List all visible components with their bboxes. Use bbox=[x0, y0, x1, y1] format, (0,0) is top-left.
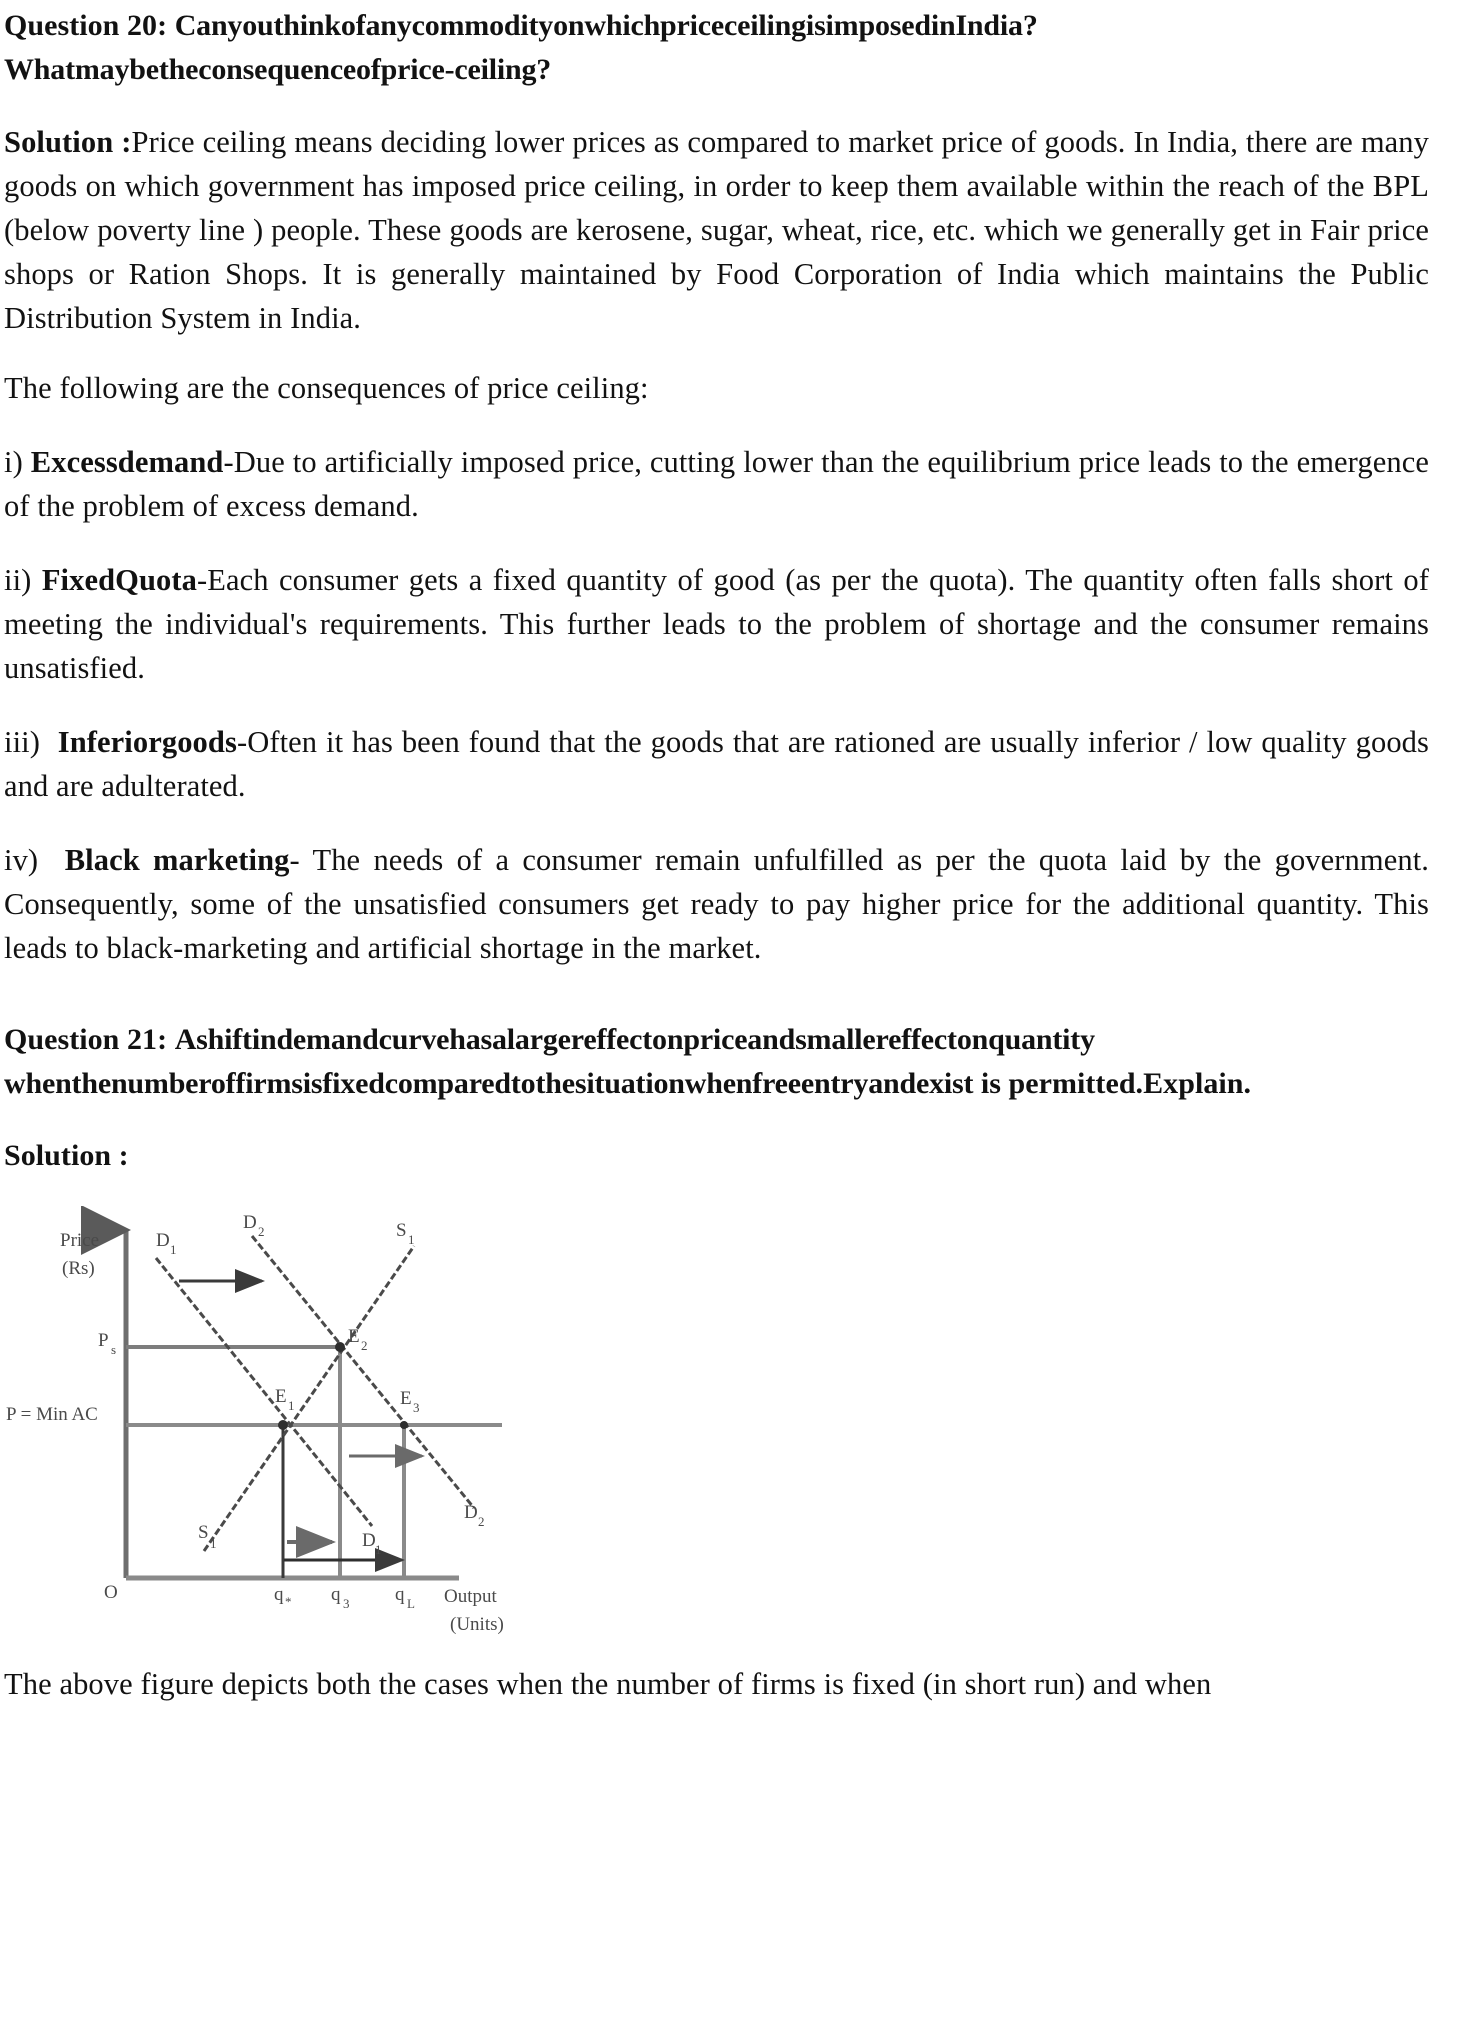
demand-curve-d1-bottom-subscript: 1 bbox=[375, 1542, 382, 1557]
x-axis-title-line-2: (Units) bbox=[450, 1614, 504, 1635]
consequence-marker-2: ii) bbox=[4, 563, 32, 597]
equilibrium-label-e2: E bbox=[348, 1326, 360, 1347]
demand-curve-d2-top-label: D bbox=[243, 1212, 257, 1233]
consequence-marker-3: iii) bbox=[4, 725, 40, 759]
equilibrium-subscript-e3: 3 bbox=[413, 1400, 420, 1415]
question-21-text-line-2-tail: is permitted.Explain. bbox=[973, 1067, 1252, 1100]
question-21-heading bbox=[4, 1018, 1429, 1106]
equilibrium-point-e1 bbox=[278, 1420, 288, 1430]
equilibrium-label-e1: E bbox=[275, 1386, 287, 1407]
y-axis-title-line-2: (Rs) bbox=[62, 1258, 95, 1279]
consequence-body-2: -Each consumer gets a fixed quantity of good (as per the quota). The quantity often falls short of meeting the individual's requirements. This further leads to the problem of shortage and the consumer remains unsatisfied. bbox=[4, 563, 1429, 685]
consequence-body-3: -Often it has been found that the goods that are rationed are usually inferior / low quality goods and are adulterated. bbox=[4, 725, 1430, 803]
x-tick-label-qstar: q bbox=[274, 1584, 284, 1605]
demand-curve-d2-bottom-label: D bbox=[464, 1502, 478, 1523]
demand-shift-diagram-svg bbox=[4, 1206, 644, 1636]
demand-curve-d1-top-label: D bbox=[156, 1230, 170, 1251]
consequences-intro: The following are the consequences of price ceiling: bbox=[4, 371, 649, 405]
supply-curve-s1-bottom-subscript: 1 bbox=[210, 1536, 217, 1551]
price-ps-label: P bbox=[98, 1330, 109, 1351]
equilibrium-subscript-e1: 1 bbox=[288, 1398, 295, 1413]
question-20-heading bbox=[4, 4, 1429, 92]
supply-curve-s1-top-subscript: 1 bbox=[408, 1232, 415, 1247]
x-tick-label-q3: q bbox=[331, 1584, 341, 1605]
demand-curve-d2-top-subscript: 2 bbox=[258, 1224, 265, 1239]
question-21-label: Question 21: bbox=[4, 1023, 168, 1056]
supply-curve-s1-bottom-label: S bbox=[198, 1522, 209, 1543]
consequence-body-1: -Due to artificially imposed price, cutting lower than the equilibrium price leads to the emergence of the problem of excess demand. bbox=[4, 445, 1429, 523]
equilibrium-subscript-e2: 2 bbox=[361, 1338, 368, 1353]
x-tick-subscript-ql: L bbox=[407, 1596, 415, 1611]
demand-shift-diagram bbox=[4, 1206, 644, 1636]
consequence-item-4 bbox=[4, 838, 1429, 970]
x-axis-title-line-1: Output bbox=[444, 1586, 497, 1607]
demand-curve-d1-top-subscript: 1 bbox=[170, 1242, 177, 1257]
origin-label: O bbox=[104, 1582, 118, 1603]
equilibrium-label-e3: E bbox=[400, 1388, 412, 1409]
closing-paragraph: The above figure depicts both the cases when the number of firms is fixed (in short run) and when bbox=[4, 1667, 1212, 1701]
consequence-term-1: Excessdemand bbox=[30, 445, 224, 479]
equilibrium-point-e2 bbox=[335, 1342, 345, 1352]
question-20-text: CanyouthinkofanycommodityonwhichpriceceilingisimposedinIndia?Whatmaybetheconsequenceofprice-ceiling? bbox=[4, 9, 1038, 86]
demand-curve-d2 bbox=[252, 1236, 474, 1508]
solution-body-q20: Price ceiling means deciding lower prices as compared to market price of goods. In India, there are many goods on which government has imposed price ceiling, in order to keep them available within the reach of the BPL (below poverty line ) people. These goods are kerosene, sugar, wheat, rice, etc. which we generally get in Fair price shops or Ration Shops. It is generally maintained by Food Corporation of India which maintains the Public Distribution System in India. bbox=[4, 125, 1429, 335]
supply-curve-s1-top-label: S bbox=[396, 1220, 407, 1241]
consequence-marker-1: i) bbox=[4, 445, 23, 479]
question-20-label: Question 20: bbox=[4, 9, 168, 42]
price-min-ac-label: P = Min AC bbox=[6, 1404, 98, 1425]
consequence-body-4: - The needs of a consumer remain unfulfilled as per the quota laid by the government. Consequently, some of the unsatisfied consumers get ready to pay higher price for the additional quantity. This leads to black-marketing and artificial shortage in the market. bbox=[4, 843, 1430, 965]
x-tick-label-ql: q bbox=[395, 1584, 405, 1605]
supply-curve-s1 bbox=[204, 1246, 414, 1551]
y-axis-title-line-1: Price bbox=[60, 1230, 100, 1251]
solution-label-q21: Solution : bbox=[4, 1139, 129, 1172]
x-tick-subscript-qstar: * bbox=[285, 1594, 292, 1609]
consequence-marker-4: iv) bbox=[4, 843, 39, 877]
x-tick-subscript-q3: 3 bbox=[343, 1596, 350, 1611]
consequence-term-4: Black marketing bbox=[64, 843, 290, 877]
question-21-text-line-2: whenthenumberoffirmsisfixedcomparedtothesituationwhenfreeentryandexist bbox=[4, 1067, 974, 1100]
consequence-item-1 bbox=[4, 440, 1429, 528]
demand-curve-d1-bottom-label: D bbox=[362, 1530, 376, 1551]
solution-label-q20: Solution : bbox=[4, 125, 132, 159]
consequence-term-3: Inferiorgoods bbox=[57, 725, 237, 759]
equilibrium-point-e3 bbox=[400, 1421, 408, 1429]
consequence-item-3 bbox=[4, 720, 1429, 808]
question-20-solution-paragraph bbox=[4, 120, 1429, 340]
consequence-item-2 bbox=[4, 558, 1429, 690]
demand-curve-d2-bottom-subscript: 2 bbox=[478, 1514, 485, 1529]
question-21-text-line-1: Ashiftindemandcurvehasalargereffectonpriceandsmallereffectonquantity bbox=[174, 1023, 1095, 1056]
price-ps-subscript: s bbox=[111, 1342, 117, 1357]
consequence-term-2: FixedQuota bbox=[41, 563, 198, 597]
